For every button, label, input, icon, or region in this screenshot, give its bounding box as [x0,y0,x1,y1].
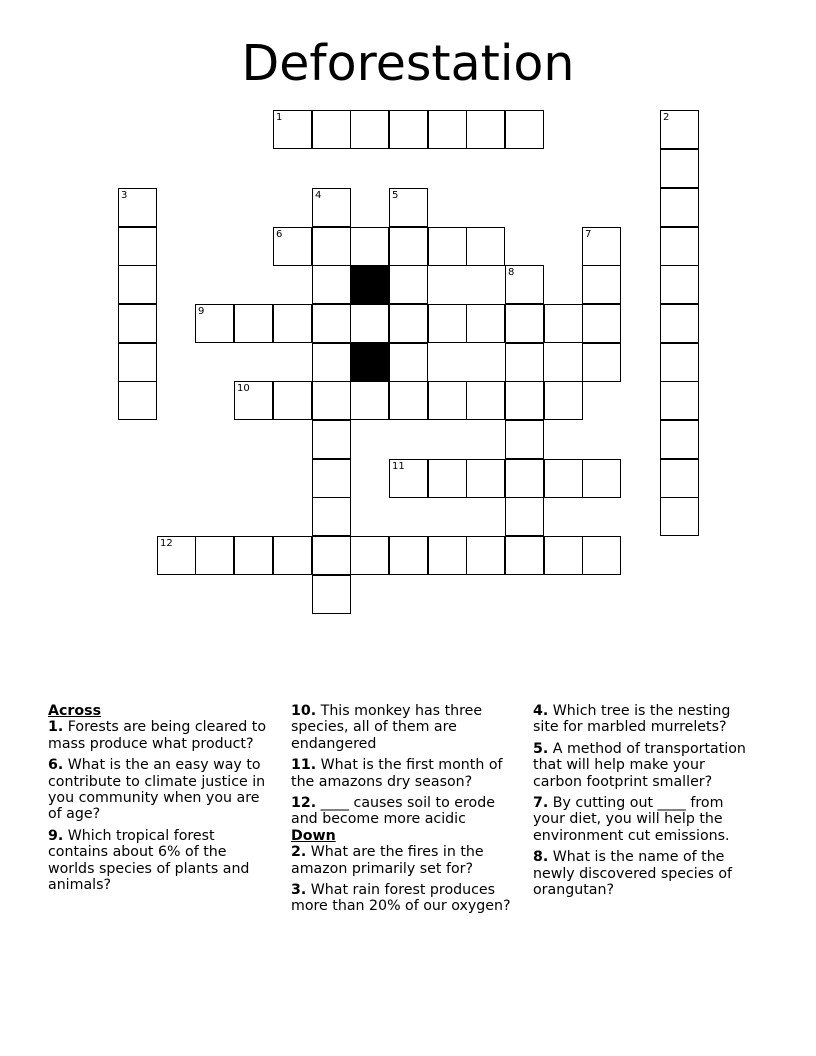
clue-down-4: 4. Which tree is the nesting site for marbled murrelets? [533,703,731,736]
grid-cell[interactable] [273,381,312,420]
grid-cell[interactable] [505,381,544,420]
grid-cell[interactable] [544,459,583,498]
grid-cell[interactable] [118,227,157,266]
grid-cell[interactable] [505,420,544,459]
grid-cell[interactable] [466,304,505,343]
grid-cell[interactable] [660,304,699,343]
grid-cell[interactable] [312,575,351,614]
grid-cell[interactable] [312,459,351,498]
grid-cell[interactable] [389,110,428,149]
grid-cell[interactable] [660,459,699,498]
grid-cell[interactable] [428,381,467,420]
grid-cell[interactable] [389,227,428,266]
grid-cell[interactable] [312,265,351,304]
clue-down-7: 7. By cutting out ____ from your diet, you will help the environment cut emissions. [533,795,730,844]
black-square [350,265,389,304]
clue-across-6: 6. What is the an easy way to contribute to climate justice in you community when you are of age? [48,757,266,823]
down-heading: Down [291,827,336,844]
grid-cell[interactable] [312,343,351,382]
grid-cell[interactable] [350,304,389,343]
grid-cell[interactable] [660,343,699,382]
grid-cell[interactable] [466,110,505,149]
grid-cell[interactable] [118,265,157,304]
grid-cell[interactable] [505,304,544,343]
clue-number: 12 [160,538,173,549]
grid-cell[interactable] [195,304,234,343]
clue-number: 4 [315,190,322,201]
grid-cell[interactable] [234,304,273,343]
grid-cell[interactable] [312,497,351,536]
clue-across-11: 11. What is the first month of the amazons dry season? [291,757,503,790]
grid-cell[interactable] [505,536,544,575]
grid-cell[interactable] [466,227,505,266]
grid-cell[interactable] [389,304,428,343]
grid-cell[interactable] [118,188,157,227]
grid-cell[interactable] [660,265,699,304]
grid-cell[interactable] [582,265,621,304]
clue-down-2: 2. What are the fires in the amazon primarily set for? [291,844,484,877]
grid-cell[interactable] [505,497,544,536]
grid-cell[interactable] [544,536,583,575]
grid-cell[interactable] [660,381,699,420]
grid-cell[interactable] [389,381,428,420]
grid-cell[interactable] [273,227,312,266]
grid-cell[interactable] [350,110,389,149]
black-square [350,343,389,382]
grid-cell[interactable] [466,536,505,575]
grid-cell[interactable] [234,536,273,575]
grid-cell[interactable] [505,265,544,304]
grid-cell[interactable] [660,497,699,536]
clues-column-2 [291,703,515,920]
grid-cell[interactable] [195,536,234,575]
clue-across-1: 1. Forests are being cleared to mass produce what product? [48,719,267,752]
clue-number: 3 [121,190,128,201]
grid-cell[interactable] [660,149,699,188]
grid-cell[interactable] [389,459,428,498]
clue-number: 6 [276,229,283,240]
grid-cell[interactable] [273,110,312,149]
clue-number: 9 [198,306,205,317]
grid-cell[interactable] [505,110,544,149]
grid-cell[interactable] [505,459,544,498]
clues-column-1 [48,703,272,898]
grid-cell[interactable] [389,265,428,304]
clue-number: 1 [276,112,283,123]
grid-cell[interactable] [350,536,389,575]
grid-cell[interactable] [660,420,699,459]
grid-cell[interactable] [312,381,351,420]
puzzle-title: Deforestation [241,35,575,92]
grid-cell[interactable] [118,304,157,343]
grid-cell[interactable] [428,304,467,343]
grid-cell[interactable] [312,420,351,459]
clue-number: 8 [508,267,515,278]
grid-cell[interactable] [118,381,157,420]
clue-number: 7 [585,229,592,240]
clue-number: 11 [392,461,405,472]
grid-cell[interactable] [544,304,583,343]
grid-cell[interactable] [312,188,351,227]
clue-number: 5 [392,190,399,201]
grid-cell[interactable] [660,110,699,149]
clue-across-9: 9. Which tropical forest contains about 6% of the worlds species of plants and animals? [48,827,250,894]
grid-cell[interactable] [389,536,428,575]
grid-cell[interactable] [428,536,467,575]
clue-number: 2 [663,112,670,123]
clue-number: 10 [237,383,250,394]
clues-column-3 [533,703,757,903]
grid-cell[interactable] [273,536,312,575]
grid-cell[interactable] [312,536,351,575]
grid-cell[interactable] [544,381,583,420]
clue-down-8: 8. What is the name of the newly discovered species of orangutan? [533,849,733,899]
grid-cell[interactable] [350,381,389,420]
grid-cell[interactable] [118,343,157,382]
grid-cell[interactable] [350,227,389,266]
grid-cell[interactable] [582,227,621,266]
grid-cell[interactable] [312,227,351,266]
clue-across-10: 10. This monkey has three species, all of them are endangered [291,703,483,752]
across-heading: Across [48,703,102,719]
grid-cell[interactable] [660,227,699,266]
clue-down-3: 3. What rain forest produces more than 20% of our oxygen? [291,882,511,915]
grid-cell[interactable] [234,381,273,420]
grid-cell[interactable] [157,536,196,575]
grid-cell[interactable] [582,536,621,575]
grid-cell[interactable] [273,304,312,343]
grid-cell[interactable] [466,381,505,420]
grid-cell[interactable] [582,343,621,382]
grid-cell[interactable] [428,110,467,149]
grid-cell[interactable] [466,459,505,498]
grid-cell[interactable] [428,227,467,266]
grid-cell[interactable] [582,459,621,498]
grid-cell[interactable] [389,188,428,227]
clue-down-5: 5. A method of transportation that will help make your carbon footprint smaller? [533,740,746,790]
grid-cell[interactable] [505,343,544,382]
grid-cell[interactable] [660,188,699,227]
grid-cell[interactable] [389,343,428,382]
grid-cell[interactable] [428,459,467,498]
grid-cell[interactable] [312,110,351,149]
clue-across-12: 12. ____ causes soil to erode and become more acidic [291,795,495,828]
grid-cell[interactable] [582,304,621,343]
grid-cell[interactable] [312,304,351,343]
